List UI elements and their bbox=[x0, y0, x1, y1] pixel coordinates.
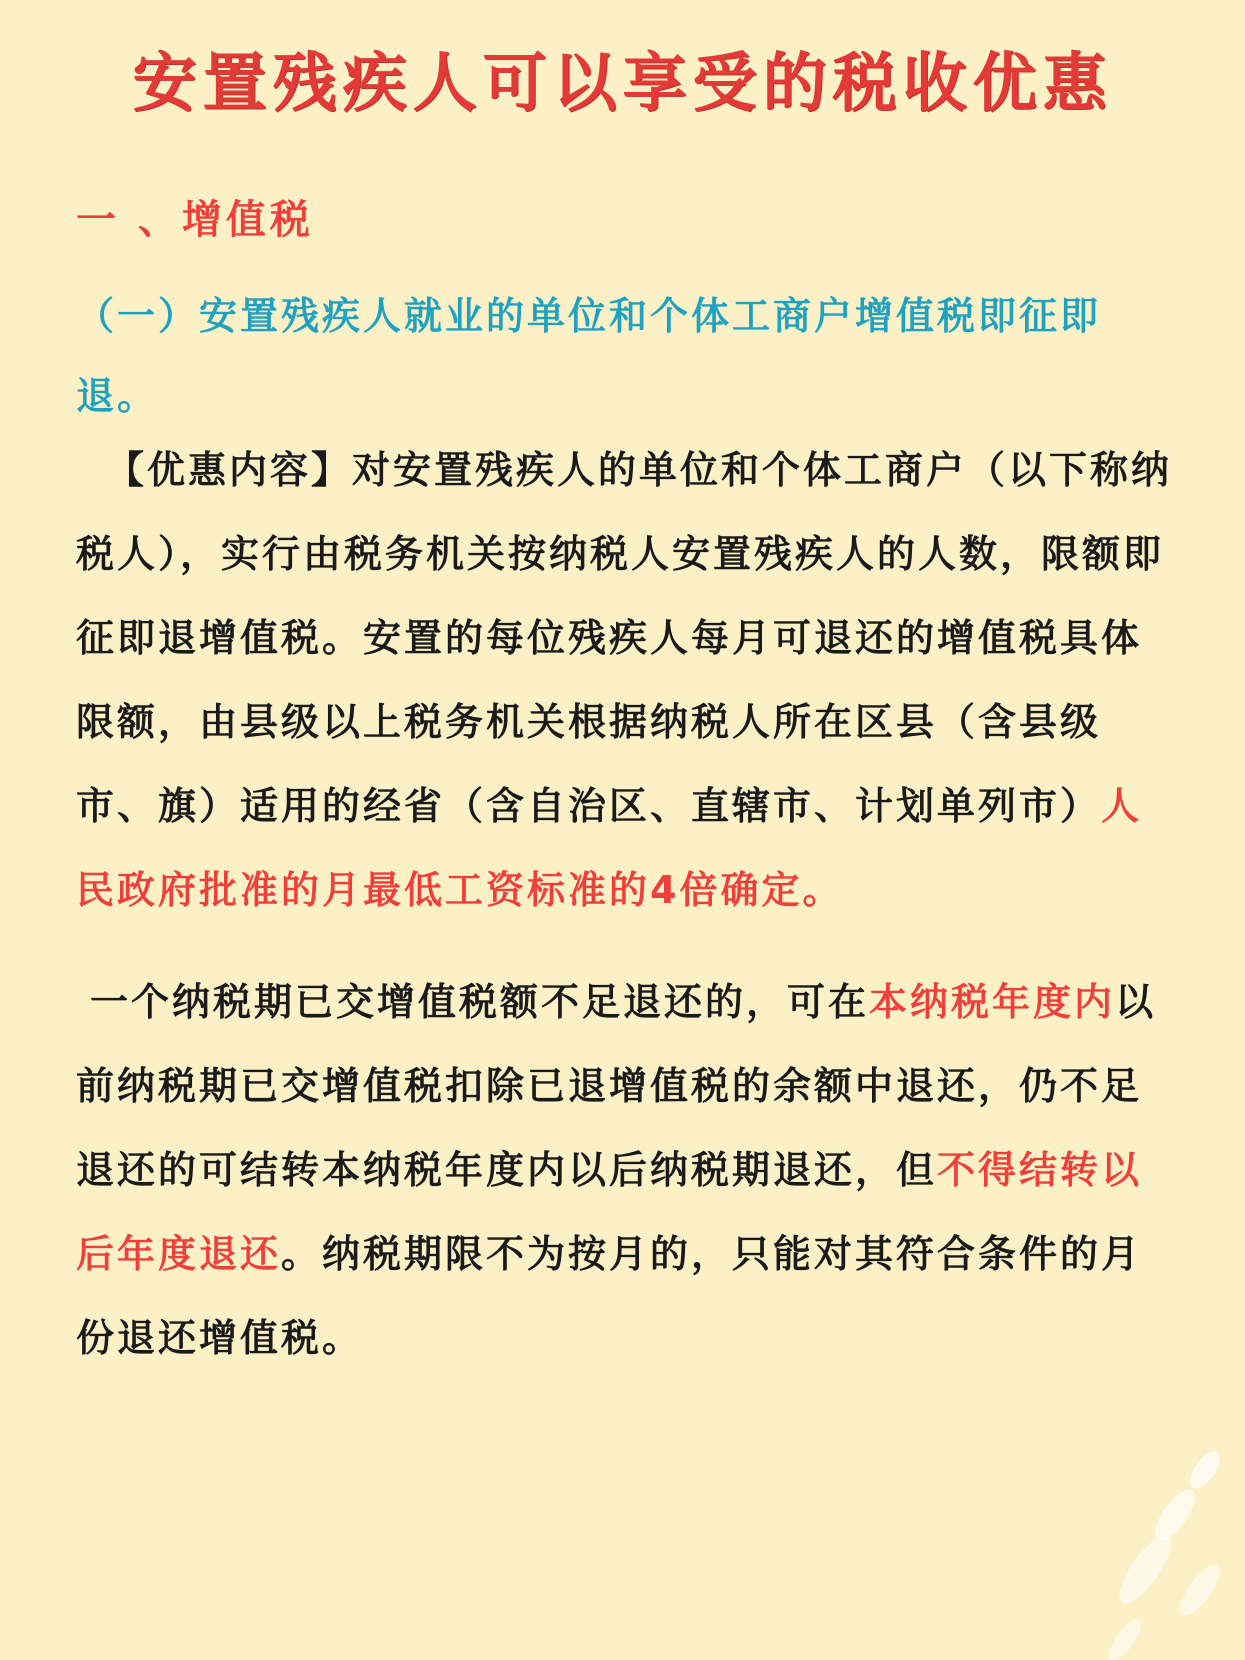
benefit-content-paragraph bbox=[76, 428, 1176, 932]
page-title: 安置残疾人可以享受的税收优惠 bbox=[132, 47, 1113, 121]
section-heading: 一 、增值税 bbox=[76, 197, 314, 243]
refund-text-a: 一个纳税期已交增值税额不足退还的，可在 bbox=[90, 980, 870, 1024]
highlight-current-year: 本纳税年度内 bbox=[869, 980, 1116, 1024]
subsection-heading: （一）安置残疾人就业的单位和个体工商户增值税即征即退。 bbox=[76, 294, 1102, 418]
benefit-label: 【优惠内容】 bbox=[106, 448, 353, 492]
decorative-petals bbox=[1085, 1440, 1235, 1660]
highlight-standard: 人民政府批准的月最低工资标准的4倍确定。 bbox=[76, 784, 1143, 912]
refund-text-b: 以前纳税期已交增值税扣除已退增值税的余额中退还，仍不足退还的可结转本纳税年度内以后纳税期退还，但 bbox=[76, 980, 1157, 1192]
benefit-text: 对安置残疾人的单位和个体工商户（以下称纳税人），实行由税务机关按纳税人安置残疾人的人数，限额即征即退增值税。安置的每位残疾人每月可退还的增值税具体限额，由县级以上税务机关根据纳税人所在区县（含县级市、旗）适用的经省（含自治区、直辖市、计划单列市） bbox=[76, 448, 1173, 828]
refund-rule-paragraph bbox=[76, 960, 1176, 1380]
highlight-no-carryover: 不得结转以后年度退还 bbox=[76, 1148, 1143, 1276]
refund-text-c: 。纳税期限不为按月的，只能对其符合条件的月份退还增值税。 bbox=[76, 1232, 1143, 1360]
